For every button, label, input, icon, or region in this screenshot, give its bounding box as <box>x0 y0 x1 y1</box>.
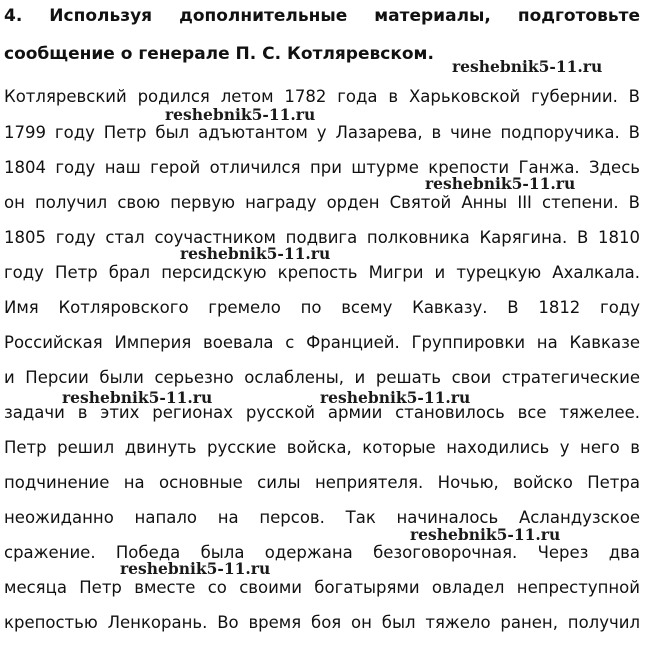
watermark: reshebnik5-11.ru <box>120 559 271 578</box>
watermark: reshebnik5-11.ru <box>452 57 603 76</box>
task-heading-line-2: сообщение о генерале П. С. Котляревском. <box>4 44 434 64</box>
paragraph-line: Котляревский родился летом 1782 года в Харьковской губернии. В <box>4 87 640 106</box>
paragraph-line: сражение. Победа была одержана безоговорочная. Через два <box>4 543 640 562</box>
paragraph-line: месяца Петр вместе со своими богатырями овладел непреступной <box>4 578 640 597</box>
paragraph-line: крепостью Ленкорань. Во время боя он был тяжело ранен, получил <box>4 613 640 632</box>
task-heading-line-1: 4. Используя дополнительные материалы, подготовьте <box>4 6 640 26</box>
watermark: reshebnik5-11.ru <box>320 388 471 407</box>
watermark: reshebnik5-11.ru <box>180 244 331 263</box>
watermark: reshebnik5-11.ru <box>410 525 561 544</box>
watermark: reshebnik5-11.ru <box>425 174 576 193</box>
paragraph-line: Петр решил двинуть русские войска, которые находились у него в <box>4 438 640 457</box>
paragraph-line: 1804 году наш герой отличился при штурме крепости Ганжа. Здесь <box>4 158 640 177</box>
watermark: reshebnik5-11.ru <box>62 388 213 407</box>
paragraph-line: 1799 году Петр был адъютантом у Лазарева, в чине подпоручика. В <box>4 123 640 142</box>
paragraph-line: задачи в этих регионах русской армии становилось все тяжелее. <box>4 403 640 422</box>
paragraph-line: неожиданно напало на персов. Так начиналось Асландузское <box>4 508 640 527</box>
paragraph-line: году Петр брал персидскую крепость Мигри и турецкую Ахалкала. <box>4 263 640 282</box>
paragraph-line: он получил свою первую награду орден Святой Анны III степени. В <box>4 193 640 212</box>
paragraph-line: Имя Котляровского гремело по всему Кавказу. В 1812 году <box>4 298 640 317</box>
paragraph-line: подчинение на основные силы неприятеля. Ночью, войско Петра <box>4 473 640 492</box>
watermark: reshebnik5-11.ru <box>165 105 316 124</box>
paragraph-line: 1805 году стал соучастником подвига полковника Карягина. В 1810 <box>4 228 640 247</box>
paragraph-line: и Персии были серьезно ослаблены, и решать свои стратегические <box>4 368 640 387</box>
paragraph-line: Российская Империя воевала с Францией. Группировки на Кавказе <box>4 333 640 352</box>
